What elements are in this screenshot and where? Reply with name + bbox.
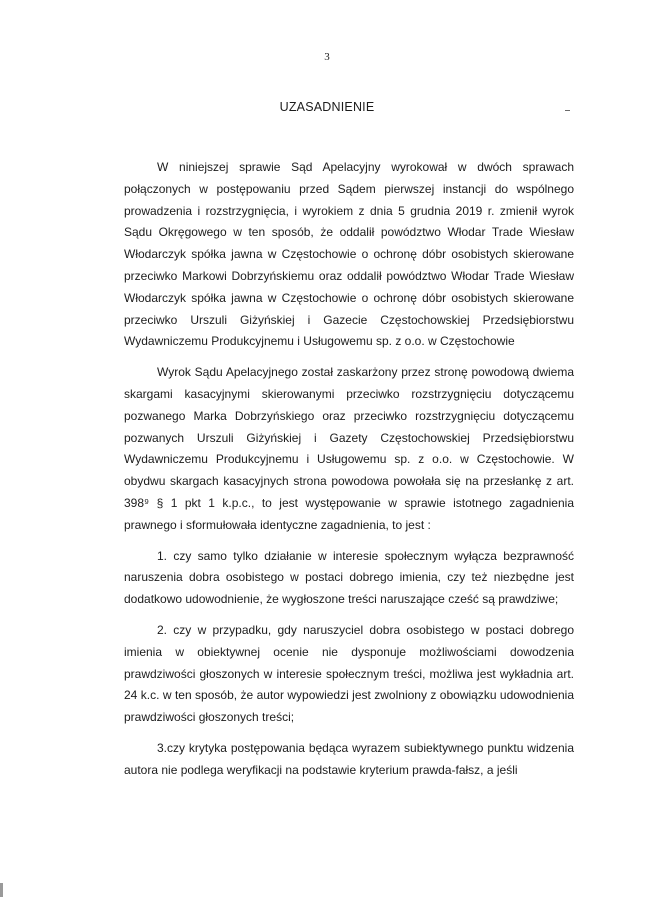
scan-edge-mark: [0, 883, 3, 897]
page-title: UZASADNIENIE: [279, 100, 375, 114]
paragraph-question-2: 2. czy w przypadku, gdy naruszyciel dobra osobistego w postaci dobrego imienia w obiektywnej ocenie nie dysponuje możliwościami dowodzenia prawdziwości głoszonych w interesie społecznym treści, możliwa jest wykładnia art. 24 k.c. w ten sposób, że autor wypowiedzi jest zwolniony z obowiązku udowodnienia prawdziwości głoszonych treści;: [124, 622, 574, 725]
paragraph-question-1: 1. czy samo tylko działanie w interesie społecznym wyłącza bezprawność naruszenia dobra osobistego w postaci dobrego imienia, czy też niezbędne jest dodatkowo udowodnienie, że wygłoszone treści naruszające cześć są prawdziwe;: [124, 548, 574, 607]
scan-mark: [565, 110, 570, 111]
paragraph-question-3: 3.czy krytyka postępowania będąca wyrazem subiektywnego punktu widzenia autora nie podlega weryfikacji na podstawie kryterium prawda-fałsz, a jeśli: [124, 740, 574, 777]
paragraph-judgment: W niniejszej sprawie Sąd Apelacyjny wyrokował w dwóch sprawach połączonych w postępowaniu przed Sądem pierwszej instancji do wspólnego prowadzenia i rozstrzygnięcia, i wyrokiem z dnia 5 grudnia 2019 r. zmienił wyrok Sądu Okręgowego w ten sposób, że oddalił powództwo Włodar Trade Wiesław Włodarczyk spółka jawna w Częstochowie o ochronę dóbr osobistych skierowane przeciwko Markowi Dobrzyńskiemu oraz oddalił powództwo Włodar Trade Wiesław Włodarczyk spółka jawna w Częstochowie o ochronę dóbr osobistych skierowane przeciwko Urszuli Giżyńskiej i Gazecie Częstochowskiej Przedsiębiorstwu Wydawniczemu Produkcyjnemu i Usługowemu sp. z o.o. w Częstochowie: [124, 160, 574, 349]
document-body: [124, 157, 574, 782]
page-number: 3: [324, 51, 330, 63]
paragraph-cassation: Wyrok Sądu Apelacyjnego został zaskarżony przez stronę powodową dwiema skargami kasacyjnymi skierowanymi przeciwko rozstrzygnięciu dotyczącemu pozwanego Marka Dobrzyńskiego oraz przeciwko rozstrzygnięciu dotyczącemu pozwanych Urszuli Giżyńskiej i Gazety Częstochowskiej Przedsiębiorstwu Wydawniczemu Produkcyjnemu i Usługowemu sp. z o.o. w Częstochowie. W obydwu skargach kasacyjnych strona powodowa powołała się na przesłankę z art. 398⁹ § 1 pkt 1 k.p.c., to jest występowanie w sprawie istotnego zagadnienia prawnego i sformułowała identyczne zagadnienia, to jest :: [124, 365, 574, 532]
